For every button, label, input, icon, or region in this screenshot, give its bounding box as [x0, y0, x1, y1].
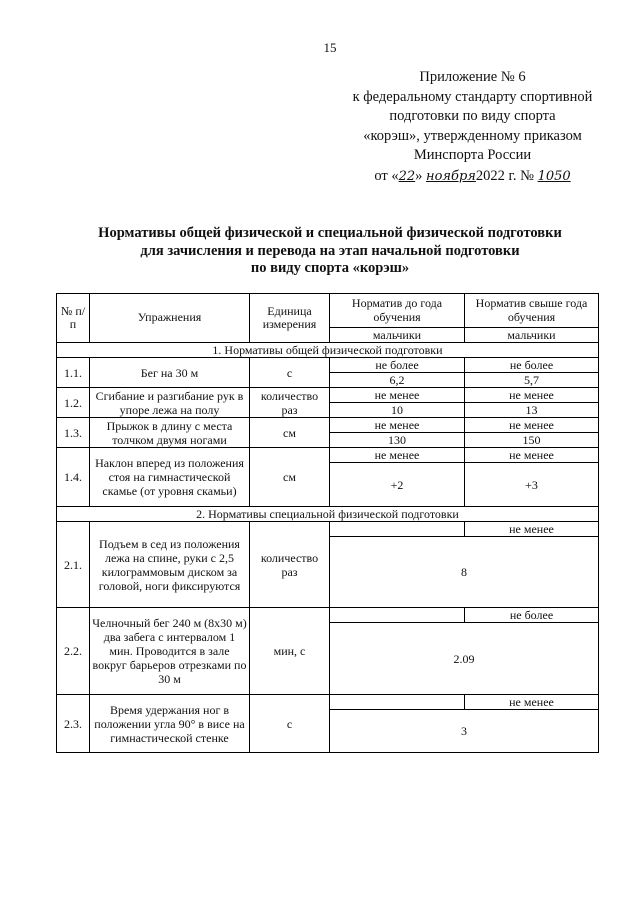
row-exercise: Сгибание и разгибание рук в упоре лежа на полу	[90, 388, 250, 418]
standards-table	[56, 293, 599, 753]
order-date-line	[330, 167, 615, 187]
condition-cell: не менее	[330, 418, 465, 433]
header-exercise: Упражнения	[90, 294, 250, 343]
header-norm-over-year: Норматив свыше года обучения	[465, 294, 599, 328]
row-num: 2.2.	[57, 608, 90, 695]
date-quote-close: »	[415, 167, 423, 184]
title-line: для зачисления и перевода на этап начальной подготовки	[140, 242, 520, 259]
condition-cell: не менее	[465, 388, 599, 403]
row-num: 1.3.	[57, 418, 90, 448]
section-header: 2. Нормативы специальной физической подготовки	[57, 507, 599, 522]
value-cell: 6,2	[330, 373, 465, 388]
header-num: № п/п	[57, 294, 90, 343]
row-num: 1.4.	[57, 448, 90, 507]
row-exercise: Прыжок в длину с места толчком двумя ногами	[90, 418, 250, 448]
value-cell: 8	[330, 537, 599, 608]
value-cell: 2.09	[330, 623, 599, 695]
appendix-line: подготовки по виду спорта	[389, 108, 556, 124]
header-norm-up-to-year: Норматив до года обучения	[330, 294, 465, 328]
appendix-block	[330, 68, 615, 186]
row-unit: количество раз	[250, 388, 330, 418]
date-prefix: от «	[374, 167, 399, 184]
value-cell: 5,7	[465, 373, 599, 388]
section-header: 1. Нормативы общей физической подготовки	[57, 343, 599, 358]
row-num: 2.1.	[57, 522, 90, 608]
value-cell: 130	[330, 433, 465, 448]
condition-cell: не менее	[465, 418, 599, 433]
header-boys: мальчики	[465, 328, 599, 343]
row-exercise: Время удержания ног в положении угла 90° в висе на гимнастической стенке	[90, 695, 250, 753]
condition-cell-empty	[330, 608, 465, 623]
row-unit: с	[250, 695, 330, 753]
year-text: 2022 г. №	[475, 167, 534, 184]
row-unit: мин, с	[250, 608, 330, 695]
row-unit: количество раз	[250, 522, 330, 608]
handwritten-month: ноября	[426, 168, 476, 184]
row-unit: см	[250, 448, 330, 507]
row-exercise: Подъем в сед из положения лежа на спине, руки с 2,5 килограммовым диском за головой, ноги фиксируются	[90, 522, 250, 608]
title-line: по виду спорта «корэш»	[250, 260, 410, 276]
appendix-line: к федеральному стандарту спортивной	[352, 88, 593, 105]
row-num: 2.3.	[57, 695, 90, 753]
value-cell: 150	[465, 433, 599, 448]
condition-cell: не менее	[330, 388, 465, 403]
row-num: 1.2.	[57, 388, 90, 418]
row-exercise: Челночный бег 240 м (8х30 м) два забега с интервалом 1 мин. Проводится в зале вокруг барьеров отрезками по 30 м	[90, 608, 250, 695]
condition-cell-empty	[330, 695, 465, 710]
value-cell: 13	[465, 403, 599, 418]
title-line: Нормативы общей физической и специальной физической подготовки	[98, 225, 562, 241]
value-cell: 3	[330, 710, 599, 753]
header-boys: мальчики	[330, 328, 465, 343]
condition-cell-empty	[330, 522, 465, 537]
header-unit: Единица измерения	[250, 294, 330, 343]
value-cell: +2	[330, 463, 465, 507]
document-title	[30, 225, 630, 278]
row-num: 1.1.	[57, 358, 90, 388]
appendix-line: Приложение № 6	[419, 69, 526, 85]
value-cell: 10	[330, 403, 465, 418]
row-unit: с	[250, 358, 330, 388]
condition-cell: не более	[465, 358, 599, 373]
condition-cell: не более	[330, 358, 465, 373]
row-exercise: Наклон вперед из положения стоя на гимнастической скамье (от уровня скамьи)	[90, 448, 250, 507]
row-unit: см	[250, 418, 330, 448]
condition-cell: не менее	[465, 522, 599, 537]
condition-cell: не менее	[465, 695, 599, 710]
value-cell: +3	[465, 463, 599, 507]
condition-cell: не менее	[330, 448, 465, 463]
appendix-line: Минспорта России	[413, 147, 532, 163]
page-number: 15	[323, 40, 337, 55]
handwritten-day: 22	[398, 168, 416, 184]
appendix-line: «корэш», утвержденному приказом	[363, 127, 582, 144]
handwritten-order-number: 1050	[537, 168, 571, 184]
condition-cell: не более	[465, 608, 599, 623]
condition-cell: не менее	[465, 448, 599, 463]
row-exercise: Бег на 30 м	[90, 358, 250, 388]
